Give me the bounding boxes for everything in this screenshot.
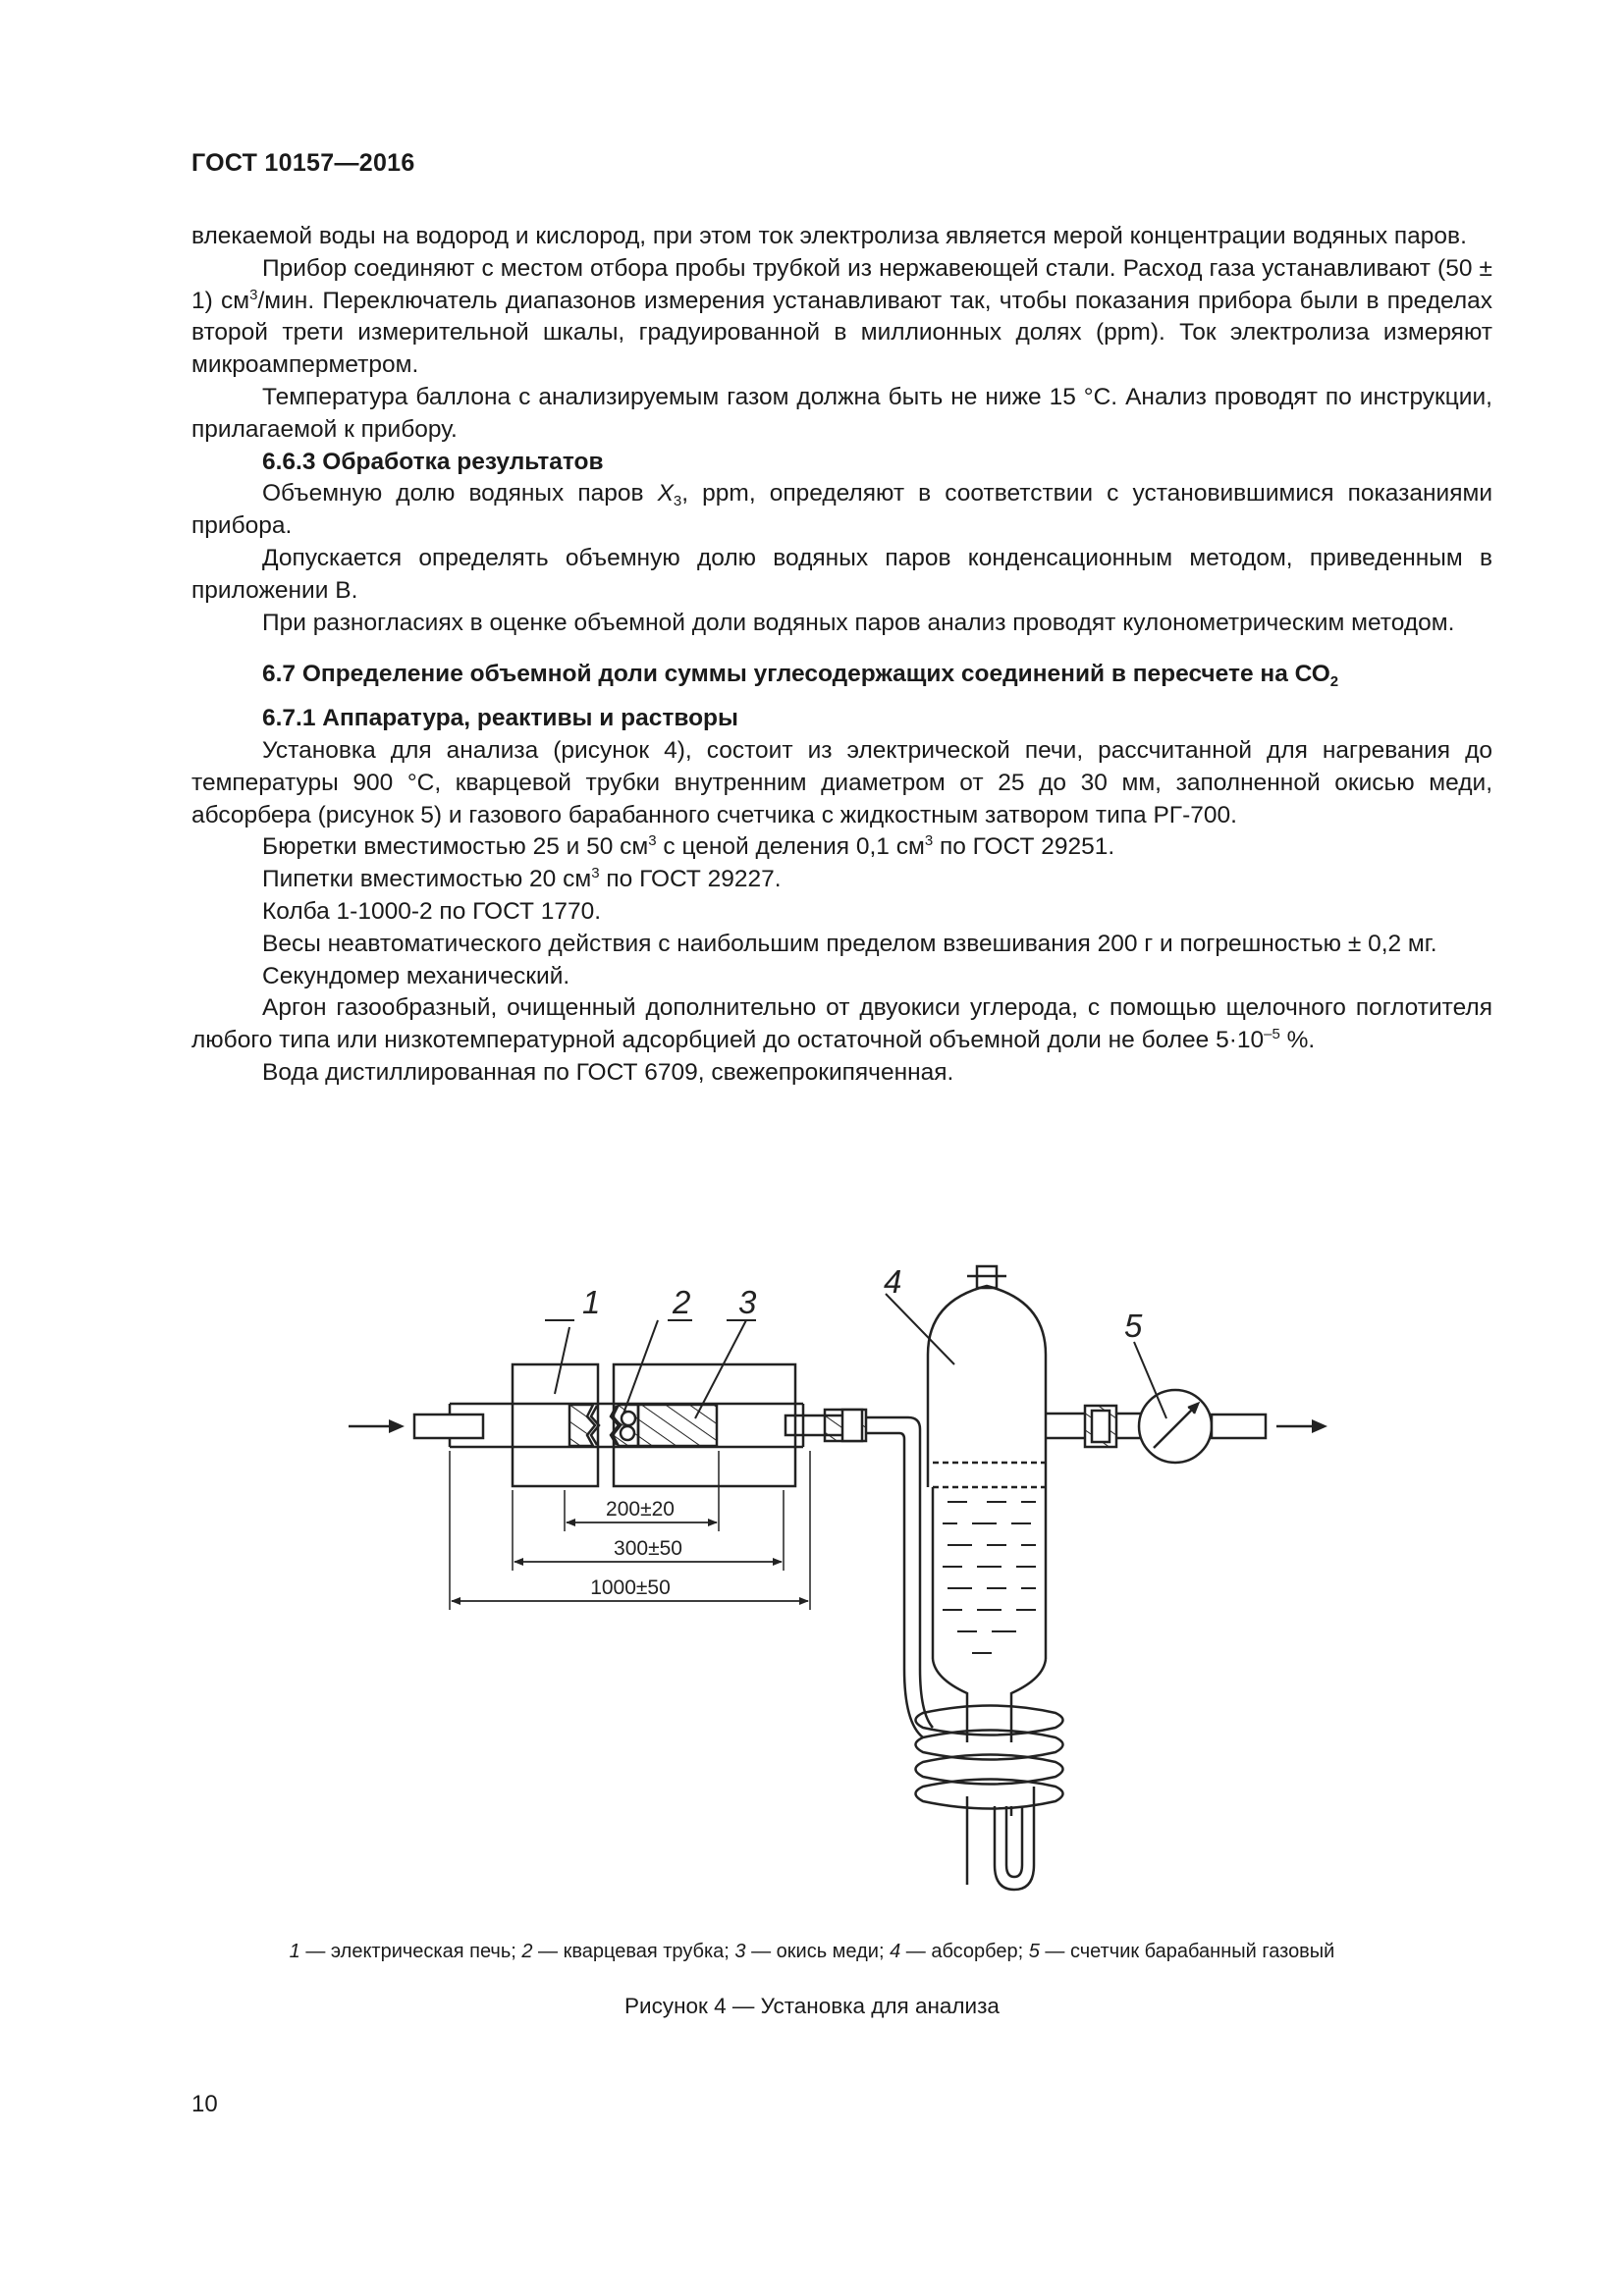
tube-coupling: [825, 1410, 866, 1441]
figure-4-apparatus-diagram: [0, 1256, 1624, 1963]
callout-3: 3: [738, 1284, 757, 1320]
paragraph: Пипетки вместимостью 20 $см^3$ по ГОСТ 29227.: [262, 865, 782, 893]
figure-caption: Рисунок 4 — Установка для анализа: [624, 1994, 1000, 2018]
absorber-vessel: [928, 1266, 1046, 1742]
section-heading-6-7-1: 6.7.1 Аппаратура, реактивы и растворы: [262, 705, 738, 732]
copper-oxide-fill: [638, 1405, 717, 1446]
leader-lines: [545, 1294, 1166, 1418]
section-heading-6-7: 6.7 Определение объемной доли суммы углесодержащих соединений в пересчете на $СО_2$: [262, 661, 1339, 691]
paragraph: Колба 1-1000-2 по ГОСТ 1770.: [262, 897, 602, 925]
inlet-tube: [414, 1415, 483, 1438]
paragraph: Секундомер механический.: [262, 962, 570, 989]
dimension-label-1000: 1000±50: [590, 1576, 671, 1599]
body-text: [191, 221, 1492, 1090]
inlet-arrow: [349, 1419, 405, 1433]
figure-legend: 1 — электрическая печь; 2 — кварцевая трубка; 3 — окись меди; 4 — абсорбер; 5 — счетчик барабанный газовый: [289, 1941, 1335, 1962]
paragraph: Вода дистиллированная по ГОСТ 6709, свежепрокипяченная.: [262, 1058, 954, 1086]
callout-1: 1: [582, 1284, 601, 1320]
paragraph: При разногласиях в оценке объемной доли водяных паров анализ проводят кулонометрическим методом.: [262, 609, 1455, 636]
document-header: ГОСТ 10157—2016: [191, 149, 415, 177]
callout-4: 4: [884, 1263, 902, 1300]
section-heading-6-6-3: 6.6.3 Обработка результатов: [262, 448, 604, 475]
callout-5: 5: [1124, 1308, 1143, 1344]
page-number: 10: [191, 2091, 218, 2117]
paragraph: влекаемой воды на водород и кислород, при этом ток электролиза является мерой концентрации водяных паров.: [191, 223, 1467, 249]
outlet-arrow: [1276, 1419, 1327, 1433]
paragraph: Температура баллона с анализируемым газом должна быть не ниже 15 °С. Анализ проводят по инструкции, прилагаемой к прибору.: [191, 383, 1492, 443]
paragraph: Весы неавтоматического действия с наибольшим пределом взвешивания 200 г и погрешностью ± 0,2 мг.: [262, 930, 1437, 957]
paragraph: Прибор соединяют с местом отбора пробы трубкой из нержавеющей стали. Расход газа устанавливают (50 ± 1) $см^3$/мин. Переключатель диапазонов измерения устанавливают так, чтобы показания прибора были в пределах второй трети измерительной шкалы, градуированной в миллионных долях (ppm). Ток электролиза измеряют микроамперметром.: [191, 254, 1492, 379]
paragraph: Установка для анализа (рисунок 4), состоит из электрической печи, рассчитанной для нагревания до температуры 900 °С, кварцевой трубки внутренним диаметром от 25 до 30 мм, заполненной окисью меди, абсорбера (рисунок 5) и газового барабанного счетчика с жидкостным затвором типа РГ-700.: [191, 736, 1492, 828]
paragraph: Допускается определять объемную долю водяных паров конденсационным методом, приведенным в приложении В.: [191, 544, 1492, 604]
paragraph: Аргон газообразный, очищенный дополнительно от двуокиси углерода, с помощью щелочного поглотителя любого типа или низкотемпературной адсорбцией до остаточной объемной доли не более $5\cdot 10^{-5}$ %.: [191, 994, 1492, 1054]
paragraph: Объемную долю водяных паров $X_3$, ppm, определяют в соответствии с установившимися показаниями прибора.: [191, 480, 1493, 540]
absorber-coil: [916, 1706, 1063, 1891]
paragraph: Бюретки вместимостью 25 и 50 $см^3$ с ценой деления 0,1 $см^3$ по ГОСТ 29251.: [262, 832, 1115, 861]
callout-2: 2: [673, 1284, 691, 1320]
dimension-label-200: 200±20: [606, 1498, 675, 1521]
absorber-outlet: [1046, 1406, 1141, 1447]
dimension-label-300: 300±50: [614, 1537, 682, 1560]
connecting-pipe: [866, 1417, 933, 1737]
